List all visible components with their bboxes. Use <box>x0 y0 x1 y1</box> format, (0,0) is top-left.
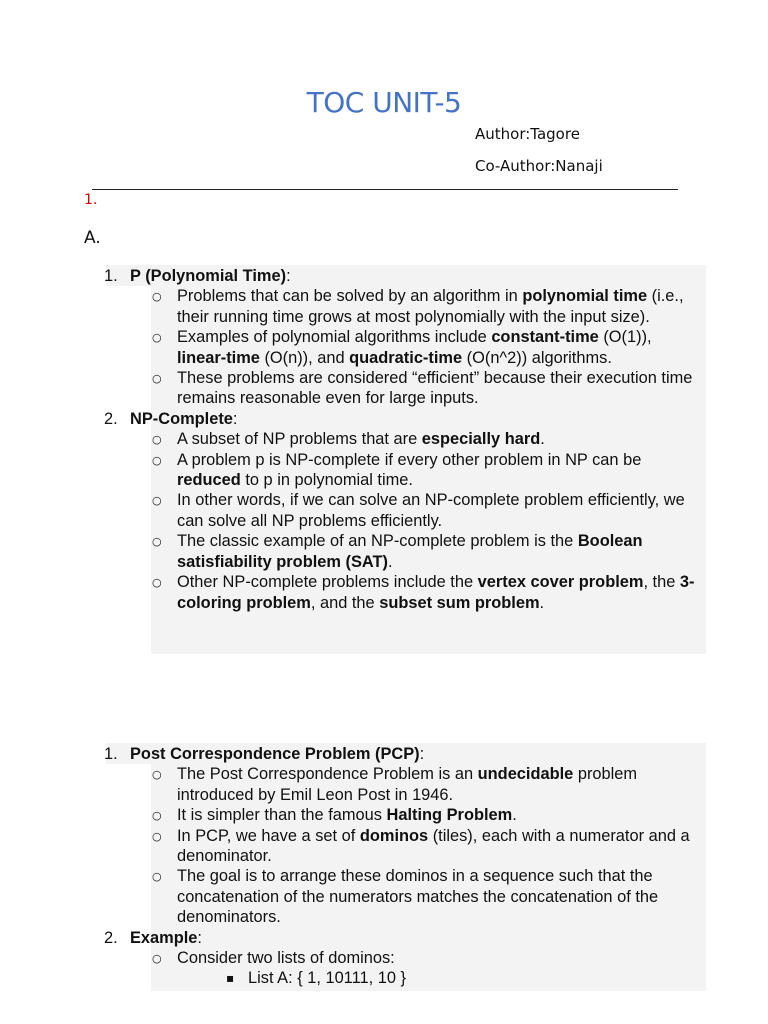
bold-term: vertex cover problem <box>477 573 644 592</box>
square-bullet-icon: ▪ <box>226 971 235 986</box>
bullet-item: ○ In PCP, we have a set of dominos (tiles), each with a numerator and a denominator. <box>152 826 690 866</box>
item-number: 2. <box>104 928 118 947</box>
bold-term: 3-coloring problem <box>177 573 695 612</box>
bullet-item: ○ The classic example of an NP-complete problem is the Boolean satisfiability problem (SAT). <box>152 532 643 571</box>
bold-term: polynomial time <box>522 287 648 306</box>
bold-term: undecidable <box>477 765 574 784</box>
bullet-item: ○ Problems that can be solved by an algorithm in polynomial time (i.e., their running time grows at most polynomially with the input size). <box>152 287 684 326</box>
bullet-item: ○ These problems are considered “efficient” because their execution time remains reasonable even for large inputs. <box>152 369 693 408</box>
document-title: TOC UNIT-5 <box>306 86 462 119</box>
bullet-item: ○ The Post Correspondence Problem is an undecidable problem introduced by Emil Leon Post in 1946. <box>152 765 638 804</box>
item-number: 2. <box>104 409 118 428</box>
bullet-list <box>130 948 704 989</box>
item-term: Example <box>130 928 198 947</box>
bold-term: Boolean satisfiability problem (SAT) <box>177 532 643 571</box>
bullet-item: ○ It is simpler than the famous Halting Problem. <box>130 805 704 825</box>
numbered-item: 1. Post Correspondence Problem (PCP): ○ The Post Correspondence Problem is an undecidable problem introduced by Emil Leon Post in 1946. ○ It is simpler than the famous Halting Problem. ○ In PCP, we have a set of dominos (tiles), each with a numerator and a denominator. ○ The goal is to arrange these dominos in a sequence such that the concatenation of the numerators matches the concatenation of the denominators. <box>104 744 704 928</box>
sub-bullet-item: ▪ List A: { 1, 10111, 10 } <box>226 969 406 988</box>
item-term: P (Polynomial Time) <box>130 267 287 285</box>
bullet-item: ○ In other words, if we can solve an NP-complete problem efficiently, we can solve all NP problems efficiently. <box>152 491 685 530</box>
coauthor-line: Co-Author:Nanaji <box>475 157 603 175</box>
circle-bullet-icon: ○ <box>152 331 162 345</box>
circle-bullet-icon: ○ <box>152 768 162 782</box>
numbered-item: 2. NP-Complete: ○ A subset of NP problems that are especially hard. ○ A problem p is NP-complete if every other problem in NP can be reduced to p in polynomial time. ○ In other words, if we can solve an NP-complete problem efficiently, we can solve all NP problems efficiently. ○ The classic example of an NP-complete problem is the Boolean satisfiability problem (SAT). ○ Other NP-complete problems include the vertex cover problem, the 3-coloring problem, and the subset sum problem. <box>104 409 704 613</box>
bullet-list <box>130 764 704 927</box>
numbered-list <box>104 744 704 989</box>
bullet-list <box>130 286 704 408</box>
numbered-item: 1. P (Polynomial Time): ○ Problems that can be solved by an algorithm in polynomial time (i.e., their running time grows at most polynomially with the input size). ○ Examples of polynomial algorithms include constant-time (O(1)), linear-time (O(n)), and quadratic-time (O(n^2)) algorithms. ○ These problems are considered “efficient” because their execution time remains reasonable even for large inputs. <box>104 266 704 409</box>
circle-bullet-icon: ○ <box>152 829 162 843</box>
bold-term: dominos <box>359 826 429 845</box>
bullet-list <box>130 429 704 613</box>
circle-bullet-icon: ○ <box>152 809 162 823</box>
complexity-classes-list <box>104 266 704 613</box>
bullet-item: ○ A subset of NP problems that are especially hard. <box>130 429 704 449</box>
circle-bullet-icon: ○ <box>152 952 162 966</box>
item-number: 1. <box>104 267 118 285</box>
circle-bullet-icon: ○ <box>152 494 162 508</box>
author-line: Author:Tagore <box>475 125 580 143</box>
circle-bullet-icon: ○ <box>152 453 162 467</box>
bullet-item: ○ A problem p is NP-complete if every other problem in NP can be reduced to p in polynomial time. <box>152 450 642 490</box>
header-divider <box>92 189 678 190</box>
circle-bullet-icon: ○ <box>152 433 162 447</box>
bold-term: especially hard <box>421 430 541 449</box>
bold-term: constant-time <box>491 328 599 347</box>
bold-term: subset sum problem <box>379 593 540 612</box>
circle-bullet-icon: ○ <box>152 870 162 884</box>
bold-term: reduced <box>177 471 241 490</box>
circle-bullet-icon: ○ <box>152 290 162 304</box>
item-term: NP-Complete <box>130 409 233 428</box>
item-number: 1. <box>104 745 118 763</box>
circle-bullet-icon: ○ <box>152 372 162 386</box>
bold-term: quadratic-time <box>349 348 463 367</box>
bold-term: Halting Problem <box>386 806 513 825</box>
section-letter: A. <box>84 228 101 248</box>
numbered-list <box>104 266 704 613</box>
item-term: Post Correspondence Problem (PCP) <box>130 745 420 763</box>
circle-bullet-icon: ○ <box>152 535 162 549</box>
bullet-item: ○ The goal is to arrange these dominos in a sequence such that the concatenation of the numerators matches the concatenation of the denominators. <box>152 867 659 927</box>
bold-term: linear-time <box>177 348 260 367</box>
bullet-item: ○ Other NP-complete problems include the vertex cover problem, the 3-coloring problem, and the subset sum problem. <box>152 573 695 612</box>
bullet-item: ○ Examples of polynomial algorithms include constant-time (O(1)), linear-time (O(n)), and quadratic-time (O(n^2)) algorithms. <box>152 328 652 367</box>
numbered-item: 2. Example: ○ Consider two lists of dominos: ▪ List A: { 1, 10111, 10 } <box>104 928 704 989</box>
red-section-number: 1. <box>84 192 98 208</box>
pcp-list <box>104 744 704 989</box>
bullet-item: ○ Consider two lists of dominos: <box>130 948 704 968</box>
circle-bullet-icon: ○ <box>152 576 162 590</box>
